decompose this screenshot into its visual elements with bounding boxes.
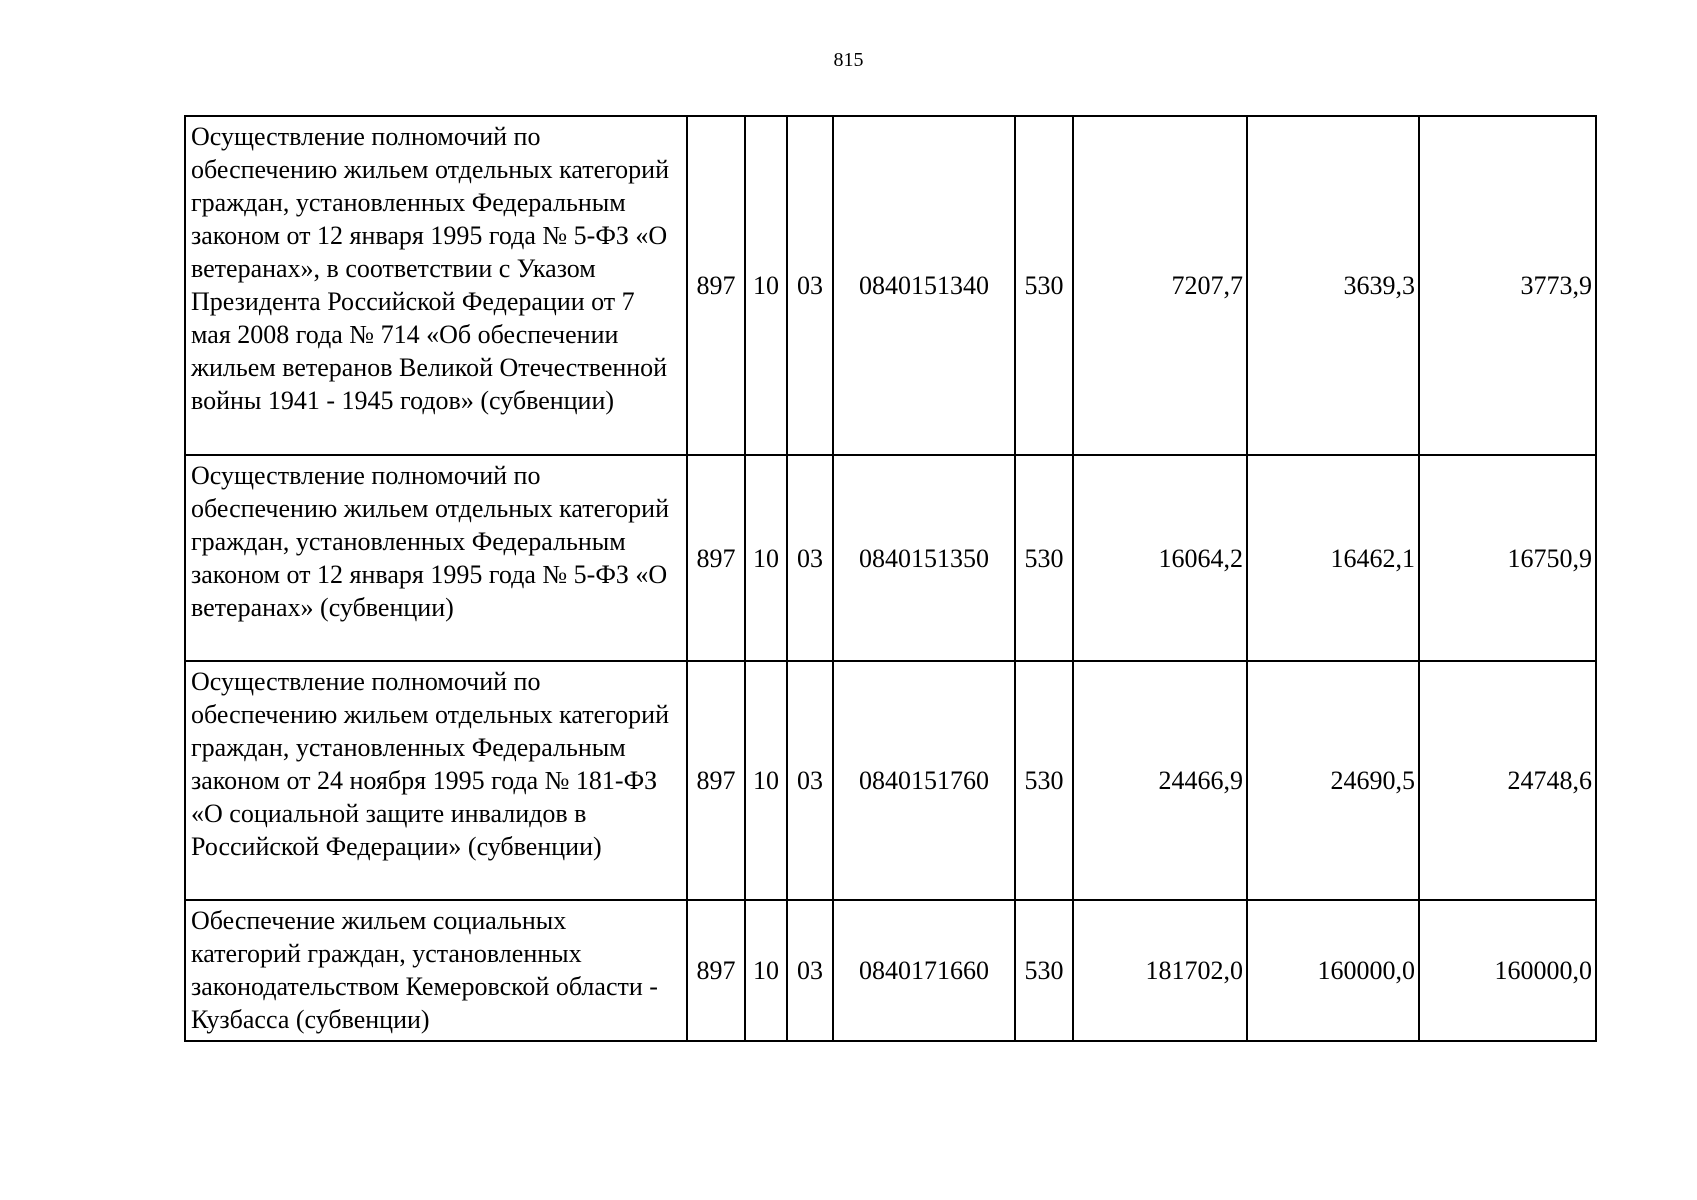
ministry-code: 897: [687, 455, 745, 661]
ministry-code: 897: [687, 116, 745, 455]
section-code: 10: [745, 661, 787, 900]
amount-year-1: 7207,7: [1073, 116, 1247, 455]
section-code: 10: [745, 900, 787, 1041]
ministry-code: 897: [687, 900, 745, 1041]
amount-year-1: 181702,0: [1073, 900, 1247, 1041]
section-code: 10: [745, 455, 787, 661]
table-row: [185, 116, 1596, 455]
expense-type-code: 530: [1015, 116, 1073, 455]
subsection-code: 03: [787, 661, 833, 900]
amount-year-1: 16064,2: [1073, 455, 1247, 661]
amount-year-2: 160000,0: [1247, 900, 1419, 1041]
row-description: Обеспечение жильем социальных категорий граждан, установленных законодательством Кемеровской области - Кузбасса (субвенции): [185, 900, 687, 1041]
subsection-code: 03: [787, 116, 833, 455]
row-description: Осуществление полномочий по обеспечению жильем отдельных категорий граждан, установленных Федеральным законом от 12 января 1995 года № 5-ФЗ «О ветеранах» (субвенции): [185, 455, 687, 661]
amount-year-3: 3773,9: [1419, 116, 1596, 455]
row-description: Осуществление полномочий по обеспечению жильем отдельных категорий граждан, установленных Федеральным законом от 24 ноября 1995 года № 181-ФЗ «О социальной защите инвалидов в Российской Федерации» (субвенции): [185, 661, 687, 900]
page-number: 815: [833, 49, 864, 71]
amount-year-2: 3639,3: [1247, 116, 1419, 455]
amount-year-2: 24690,5: [1247, 661, 1419, 900]
target-article-code: 0840151350: [833, 455, 1015, 661]
budget-table: [184, 115, 1597, 1042]
target-article-code: 0840151760: [833, 661, 1015, 900]
target-article-code: 0840151340: [833, 116, 1015, 455]
table-row: [185, 661, 1596, 900]
amount-year-3: 160000,0: [1419, 900, 1596, 1041]
expense-type-code: 530: [1015, 900, 1073, 1041]
subsection-code: 03: [787, 900, 833, 1041]
amount-year-3: 16750,9: [1419, 455, 1596, 661]
section-code: 10: [745, 116, 787, 455]
amount-year-2: 16462,1: [1247, 455, 1419, 661]
expense-type-code: 530: [1015, 661, 1073, 900]
amount-year-1: 24466,9: [1073, 661, 1247, 900]
subsection-code: 03: [787, 455, 833, 661]
table-row: [185, 455, 1596, 661]
table-row: [185, 900, 1596, 1041]
row-description: Осуществление полномочий по обеспечению жильем отдельных категорий граждан, установленных Федеральным законом от 12 января 1995 года № 5-ФЗ «О ветеранах», в соответствии с Указом Президента Российской Федерации от 7 мая 2008 года № 714 «Об обеспечении жильем ветеранов Великой Отечественной войны 1941 - 1945 годов» (субвенции): [185, 116, 687, 455]
expense-type-code: 530: [1015, 455, 1073, 661]
amount-year-3: 24748,6: [1419, 661, 1596, 900]
ministry-code: 897: [687, 661, 745, 900]
target-article-code: 0840171660: [833, 900, 1015, 1041]
